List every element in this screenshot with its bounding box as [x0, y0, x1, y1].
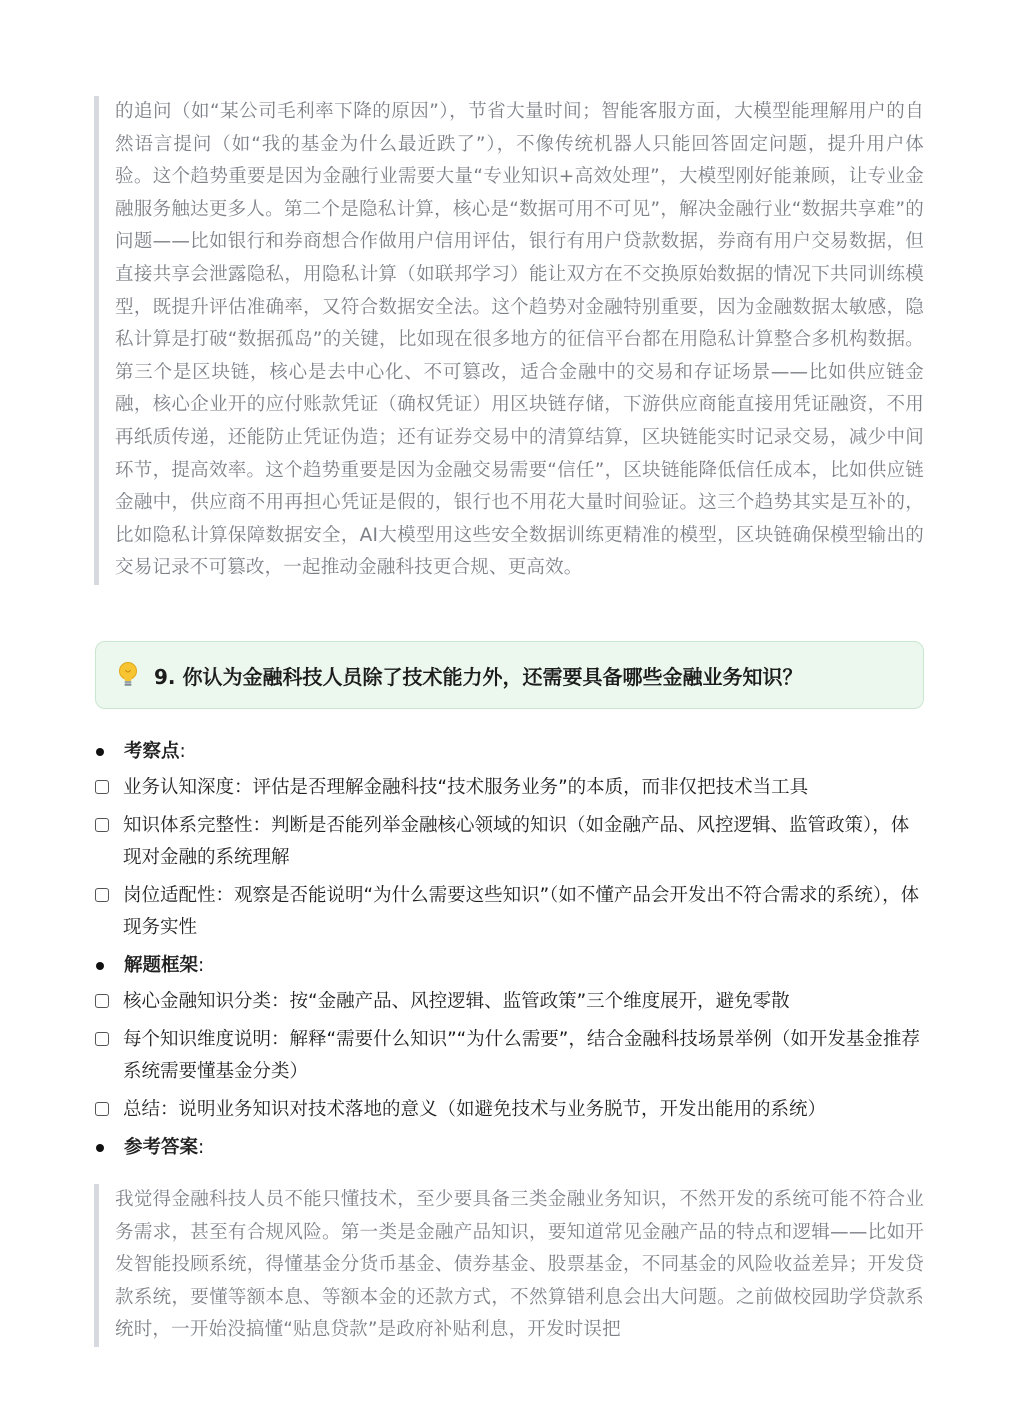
lightbulb-icon	[116, 660, 140, 690]
section-heading-kaocha: 考察点:	[94, 736, 924, 768]
quote-text: 我觉得金融科技人员不能只懂技术，至少要具备三类金融业务知识，不然开发的系统可能不符合业务需求，甚至有合规风险。第一类是金融产品知识，要知道常见金融产品的特点和逻辑——比如开发智能投顾系统，得懂基金分货币基金、债券基金、股票基金，不同基金的风险收益差异；开发贷款系统，要懂等额本息、等额本金的还款方式，不然算错利息会出大问题。之前做校园助学贷款系统时，一开始没搞懂“贴息贷款”是政府补贴利息，开发时误把	[115, 1189, 924, 1341]
question-card	[95, 641, 924, 709]
bullet-dot	[96, 748, 104, 756]
checklist-item: 总结：说明业务知识对技术落地的意义（如避免技术与业务脱节，开发出能用的系统）	[94, 1094, 924, 1126]
checklist-item: 岗位适配性：观察是否能说明“为什么需要这些知识”（如不懂产品会开发出不符合需求的系统），体现务实性	[94, 880, 924, 944]
bullet-dot	[96, 962, 104, 970]
quote-text: 的追问（如“某公司毛利率下降的原因”），节省大量时间；智能客服方面，大模型能理解用户的自然语言提问（如“我的基金为什么最近跌了”），不像传统机器人只能回答固定问题，提升用户体验。这个趋势重要是因为金融行业需要大量“专业知识+高效处理”，大模型刚好能兼顾，让专业金融服务触达更多人。第二个是隐私计算，核心是“数据可用不可见”，解决金融行业“数据共享难”的问题——比如银行和券商想合作做用户信用评估，银行有用户贷款数据，券商有用户交易数据，但直接共享会泄露隐私，用隐私计算（如联邦学习）能让双方在不交换原始数据的情况下共同训练模型，既提升评估准确率，又符合数据安全法。这个趋势对金融特别重要，因为金融数据太敏感，隐私计算是打破“数据孤岛”的关键，比如现在很多地方的征信平台都在用隐私计算整合多机构数据。第三个是区块链，核心是去中心化、不可篡改，适合金融中的交易和存证场景——比如供应链金融，核心企业开的应付账款凭证（确权凭证）用区块链存储，下游供应商能直接用凭证融资，不用再纸质传递，还能防止凭证伪造；还有证券交易中的清算结算，区块链能实时记录交易，减少中间环节，提高效率。这个趋势重要是因为金融交易需要“信任”，区块链能降低信任成本，比如供应链金融中，供应商不用再担心凭证是假的，银行也不用花大量时间验证。这三个趋势其实是互补的，比如隐私计算保障数据安全，AI大模型用这些安全数据训练更精准的模型，区块链确保模型输出的交易记录不可篡改，一起推动金融科技更合规、更高效。	[115, 101, 924, 579]
checkbox[interactable]	[95, 1032, 109, 1046]
section-heading-daan: 参考答案:	[94, 1132, 924, 1164]
checkbox[interactable]	[95, 994, 109, 1008]
bullet-dot	[96, 1144, 104, 1152]
checklist-item: 每个知识维度说明：解释“需要什么知识”“为什么需要”，结合金融科技场景举例（如开发基金推荐系统需要懂基金分类）	[94, 1024, 924, 1088]
checkbox[interactable]	[95, 780, 109, 794]
checklist-item: 核心金融知识分类：按“金融产品、风控逻辑、监管政策”三个维度展开，避免零散	[94, 986, 924, 1018]
reference-answer-quote	[94, 1184, 924, 1347]
checklist-item: 业务认知深度：评估是否理解金融科技“技术服务业务”的本质，而非仅把技术当工具	[94, 772, 924, 804]
section-heading-kuangjia: 解题框架:	[94, 950, 924, 982]
checkbox[interactable]	[95, 888, 109, 902]
checkbox[interactable]	[95, 818, 109, 832]
question-title: 9. 你认为金融科技人员除了技术能力外，还需要具备哪些金融业务知识？	[154, 664, 803, 689]
analysis-list	[94, 736, 924, 1168]
answer-quote-continued	[94, 96, 924, 585]
checklist-item: 知识体系完整性：判断是否能列举金融核心领域的知识（如金融产品、风控逻辑、监管政策），体现对金融的系统理解	[94, 810, 924, 874]
checkbox[interactable]	[95, 1102, 109, 1116]
